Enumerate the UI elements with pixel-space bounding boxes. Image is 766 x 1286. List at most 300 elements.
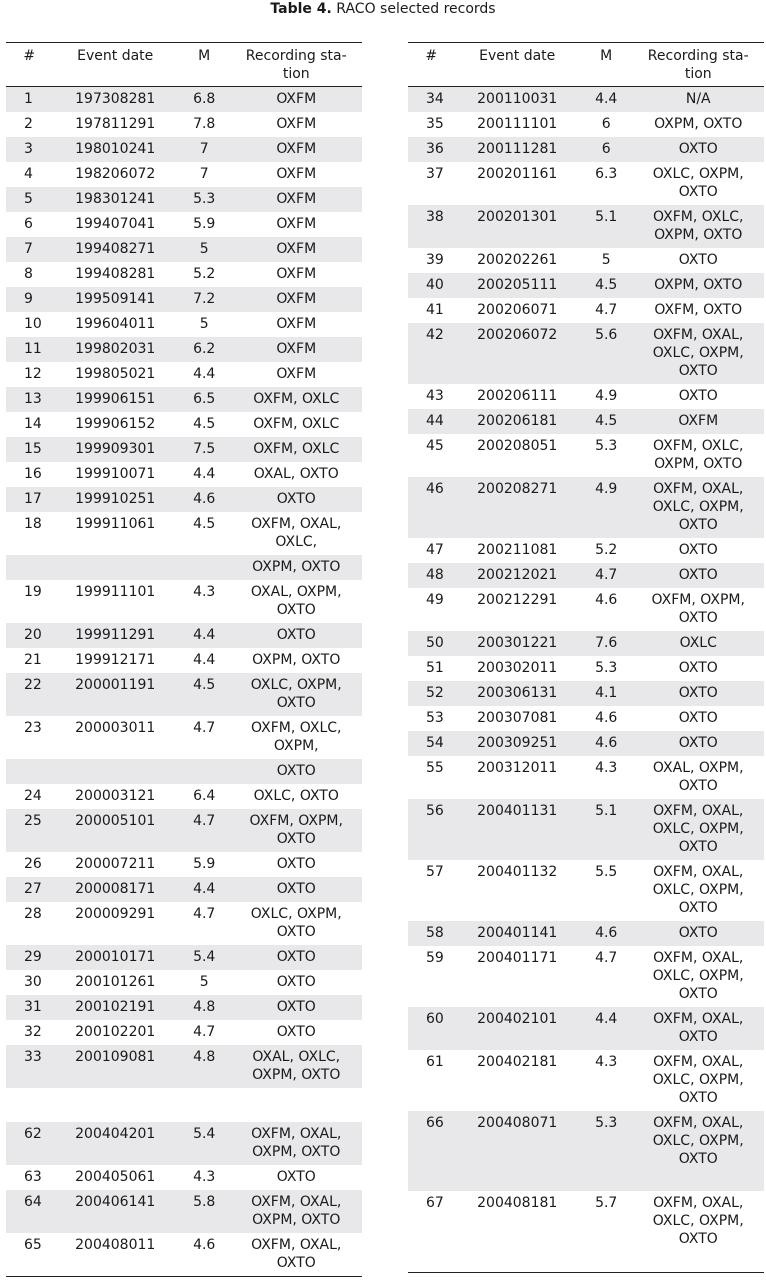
- cell-event-date: 198010241: [53, 137, 178, 162]
- header-magnitude: M: [580, 43, 633, 87]
- cell-recording-station: OXFM, OXAL, OXTO: [251, 1237, 342, 1271]
- cell-event-date: [53, 759, 178, 784]
- cell-magnitude: 4.7: [595, 302, 618, 318]
- cell-recording-station: OXFM, OXLC, OXPM,: [251, 720, 342, 754]
- cell-num: 24: [24, 788, 42, 804]
- table-row: [408, 162, 764, 205]
- cell-event-date: 199906151: [53, 387, 178, 412]
- cell-magnitude: 7.8: [193, 116, 216, 132]
- cell-magnitude: 4.3: [595, 760, 618, 776]
- cell-event-date: 200007211: [75, 856, 156, 872]
- cell-recording-station: OXTO: [678, 542, 718, 558]
- cell-magnitude: 4.5: [580, 273, 633, 298]
- table-row: [408, 1191, 764, 1253]
- cell-event-date: 198301241: [53, 187, 178, 212]
- cell-num: 58: [408, 921, 455, 946]
- table-row: [6, 1045, 362, 1088]
- cell-magnitude: 4.8: [178, 1045, 231, 1088]
- table-row: [6, 555, 362, 580]
- cell-num: [6, 555, 53, 580]
- cell-num: 45: [426, 438, 444, 454]
- header-row: [6, 43, 362, 87]
- cell-event-date: 199802031: [53, 337, 178, 362]
- cell-event-date: 200408011: [75, 1237, 156, 1253]
- cell-magnitude: 4.4: [178, 877, 231, 902]
- cell-num: 54: [408, 731, 455, 756]
- cell-num: 10: [24, 316, 42, 332]
- cell-recording-station: OXFM, OXLC: [231, 387, 363, 412]
- cell-num: 51: [426, 660, 444, 676]
- cell-num: 16: [24, 466, 42, 482]
- cell-recording-station: OXFM: [276, 116, 317, 132]
- cell-event-date: 200405061: [75, 1169, 156, 1185]
- cell-magnitude: 4.4: [580, 1007, 633, 1050]
- cell-num: 21: [24, 652, 42, 668]
- cell-recording-station: OXTO: [231, 995, 363, 1020]
- cell-num: 18: [24, 516, 42, 532]
- cell-event-date: [53, 1088, 178, 1122]
- table-row: [408, 323, 764, 384]
- cell-recording-station: OXFM: [231, 137, 363, 162]
- cell-event-date: 200005101: [53, 809, 178, 852]
- table-row: [6, 287, 362, 312]
- cell-event-date: 200408071: [455, 1111, 580, 1191]
- cell-recording-station: OXPM, OXTO: [654, 116, 743, 132]
- cell-recording-station: OXFM, OXAL, OXPM, OXTO: [231, 1122, 363, 1165]
- cell-magnitude: 5.1: [580, 799, 633, 860]
- cell-magnitude: 4.4: [580, 87, 633, 113]
- cell-num: 52: [408, 681, 455, 706]
- table-row: [6, 187, 362, 212]
- table-row: [6, 512, 362, 555]
- header-num: #: [408, 43, 455, 87]
- table-row: [6, 877, 362, 902]
- cell-recording-station: OXFM, OXAL, OXLC,: [251, 516, 342, 550]
- cell-magnitude: 4.6: [595, 592, 618, 608]
- cell-event-date: 200301221: [455, 631, 580, 656]
- cell-event-date: 200003011: [75, 720, 156, 736]
- cell-num: 59: [426, 950, 444, 966]
- cell-num: 29: [6, 945, 53, 970]
- cell-event-date: 200401132: [477, 864, 558, 880]
- cell-recording-station: OXTO: [678, 388, 718, 404]
- cell-num: 43: [426, 388, 444, 404]
- cell-event-date: 199906152: [75, 416, 156, 432]
- cell-event-date: 200201161: [477, 166, 558, 182]
- cell-num: 55: [426, 760, 444, 776]
- cell-num: 8: [24, 266, 33, 282]
- table-row: [408, 205, 764, 248]
- cell-event-date: 200102191: [53, 995, 178, 1020]
- table-row: [6, 1122, 362, 1165]
- cell-event-date: 200401171: [477, 950, 558, 966]
- cell-magnitude: 6.3: [595, 166, 618, 182]
- cell-recording-station: OXLC, OXPM, OXTO: [250, 906, 342, 940]
- cell-magnitude: 4.6: [580, 921, 633, 946]
- cell-recording-station: OXTO: [231, 487, 363, 512]
- cell-recording-station: OXTO: [276, 856, 316, 872]
- table-row: [408, 137, 764, 162]
- cell-recording-station: OXTO: [678, 660, 718, 676]
- cell-recording-station: OXFM, OXAL, OXLC, OXPM, OXTO: [633, 1111, 765, 1191]
- table-row: [6, 212, 362, 237]
- cell-magnitude: 6.2: [178, 337, 231, 362]
- cell-num: 57: [426, 864, 444, 880]
- header-recording-station: Recording sta-tion: [231, 43, 363, 87]
- table-row: [6, 970, 362, 995]
- cell-magnitude: 4.7: [178, 809, 231, 852]
- cell-recording-station: [231, 1088, 363, 1122]
- cell-magnitude: 5.9: [193, 856, 216, 872]
- cell-recording-station: OXPM, OXTO: [633, 273, 765, 298]
- cell-magnitude: 4.4: [193, 366, 216, 382]
- header-num: #: [6, 43, 53, 87]
- cell-event-date: 199909301: [53, 437, 178, 462]
- cell-num: 23: [24, 720, 42, 736]
- cell-magnitude: 7.6: [580, 631, 633, 656]
- cell-magnitude: 4.6: [178, 487, 231, 512]
- table-row: [408, 656, 764, 681]
- cell-magnitude: 5: [199, 316, 209, 332]
- cell-num: 56: [408, 799, 455, 860]
- cell-event-date: 199408271: [53, 237, 178, 262]
- cell-magnitude: 5: [178, 237, 231, 262]
- table-row: [6, 87, 362, 113]
- cell-event-date: 199805021: [75, 366, 156, 382]
- cell-event-date: 200202261: [477, 252, 558, 268]
- cell-recording-station: OXFM: [276, 216, 317, 232]
- cell-magnitude: 5.3: [178, 187, 231, 212]
- cell-num: 64: [6, 1190, 53, 1233]
- table-row: [6, 262, 362, 287]
- cell-magnitude: 4.4: [193, 466, 216, 482]
- cell-magnitude: 4.3: [193, 1169, 216, 1185]
- cell-event-date: 200401131: [455, 799, 580, 860]
- cell-magnitude: 5.3: [580, 1111, 633, 1191]
- cell-magnitude: 4.1: [580, 681, 633, 706]
- cell-magnitude: 5: [601, 252, 611, 268]
- cell-magnitude: 5.4: [178, 945, 231, 970]
- cell-num: 41: [426, 302, 444, 318]
- cell-magnitude: 4.7: [193, 906, 216, 922]
- cell-num: 53: [426, 710, 444, 726]
- cell-event-date: 200302011: [477, 660, 558, 676]
- cell-num: 2: [24, 116, 33, 132]
- cell-recording-station: OXTO: [231, 623, 363, 648]
- cell-recording-station: OXTO: [633, 731, 765, 756]
- caption-text: RACO selected records: [336, 1, 496, 17]
- table-row: [6, 852, 362, 877]
- table-body-left: [6, 87, 362, 1277]
- table-row: [6, 648, 362, 673]
- cell-magnitude: 6.4: [193, 788, 216, 804]
- cell-magnitude: 5.6: [580, 323, 633, 384]
- cell-magnitude: 4.8: [178, 995, 231, 1020]
- cell-event-date: 200402101: [455, 1007, 580, 1050]
- cell-recording-station: OXTO: [276, 1024, 316, 1040]
- cell-magnitude: 5.7: [595, 1195, 618, 1211]
- cell-recording-station: OXLC: [633, 631, 765, 656]
- table-row: [408, 563, 764, 588]
- cell-num: 42: [408, 323, 455, 384]
- cell-magnitude: 6.5: [178, 387, 231, 412]
- cell-recording-station: OXFM, OXAL, OXLC, OXPM, OXTO: [652, 864, 744, 916]
- cell-magnitude: 6: [601, 116, 611, 132]
- table-row: [6, 673, 362, 716]
- table-caption: [0, 0, 766, 18]
- cell-recording-station: OXTO: [276, 1169, 316, 1185]
- table-row: [408, 409, 764, 434]
- table-row: [6, 784, 362, 809]
- table-row: [408, 477, 764, 538]
- table-row: [408, 860, 764, 921]
- cell-recording-station: OXFM, OXLC, OXPM, OXTO: [633, 205, 765, 248]
- cell-recording-station: OXTO: [276, 974, 316, 990]
- table-row: [408, 112, 764, 137]
- header-event-date: Event date: [455, 43, 580, 87]
- header-recording-station: Recording sta-tion: [633, 43, 765, 87]
- cell-num: 15: [6, 437, 53, 462]
- cell-magnitude: 4.7: [580, 563, 633, 588]
- cell-event-date: 200208271: [455, 477, 580, 538]
- cell-event-date: 200312011: [477, 760, 558, 776]
- header-row: [408, 43, 764, 87]
- cell-event-date: 200010171: [53, 945, 178, 970]
- cell-num: 12: [24, 366, 42, 382]
- cell-event-date: 200309251: [455, 731, 580, 756]
- table-row: [408, 1111, 764, 1191]
- table-row: [6, 1190, 362, 1233]
- cell-num: 1: [6, 87, 53, 113]
- table-row: [6, 623, 362, 648]
- cell-num: 14: [24, 416, 42, 432]
- cell-event-date: 199912171: [75, 652, 156, 668]
- table-row: [408, 87, 764, 113]
- cell-recording-station: OXFM: [231, 87, 363, 113]
- records-table-right: [408, 42, 764, 1253]
- cell-event-date: 200401141: [455, 921, 580, 946]
- cell-magnitude: [178, 759, 231, 784]
- cell-magnitude: 6: [580, 137, 633, 162]
- table-row: [408, 799, 764, 860]
- cell-recording-station: OXFM, OXAL, OXPM, OXTO: [231, 1190, 363, 1233]
- cell-recording-station: OXFM, OXPM, OXTO: [231, 809, 363, 852]
- cell-event-date: 200111101: [477, 116, 558, 132]
- table-row: [408, 588, 764, 631]
- table-row: [6, 362, 362, 387]
- cell-event-date: 199910071: [75, 466, 156, 482]
- cell-num: 11: [6, 337, 53, 362]
- cell-num: 32: [24, 1024, 42, 1040]
- cell-recording-station: OXFM: [633, 409, 765, 434]
- cell-event-date: 200306131: [455, 681, 580, 706]
- caption-label: Table 4.: [270, 1, 332, 17]
- cell-magnitude: 4.9: [595, 388, 618, 404]
- cell-recording-station: OXFM, OXAL, OXLC, OXPM, OXTO: [652, 1054, 744, 1106]
- cell-recording-station: OXTO: [633, 563, 765, 588]
- table-row: [6, 1233, 362, 1276]
- cell-magnitude: 4.5: [178, 673, 231, 716]
- table-row: [408, 298, 764, 323]
- cell-magnitude: 4.5: [193, 416, 216, 432]
- cell-num: 17: [6, 487, 53, 512]
- cell-event-date: 199911101: [75, 584, 156, 600]
- cell-recording-station: OXPM, OXTO: [231, 555, 363, 580]
- cell-num: 34: [408, 87, 455, 113]
- cell-num: 33: [6, 1045, 53, 1088]
- cell-num: 26: [24, 856, 42, 872]
- table-row: [6, 462, 362, 487]
- cell-num: 35: [426, 116, 444, 132]
- table-row: [408, 631, 764, 656]
- records-table-left: [6, 42, 362, 1276]
- cell-num: 61: [426, 1054, 444, 1070]
- cell-event-date: 200208051: [477, 438, 558, 454]
- cell-recording-station: OXTO: [231, 945, 363, 970]
- cell-event-date: 199604011: [75, 316, 156, 332]
- cell-magnitude: 4.9: [580, 477, 633, 538]
- header-magnitude: M: [178, 43, 231, 87]
- cell-recording-station: OXFM, OXLC, OXPM, OXTO: [653, 438, 744, 472]
- table-row: [408, 273, 764, 298]
- table-row: [408, 434, 764, 477]
- cell-recording-station: OXPM, OXTO: [252, 652, 341, 668]
- cell-event-date: 200111281: [455, 137, 580, 162]
- cell-magnitude: 7: [178, 137, 231, 162]
- cell-magnitude: 5.5: [595, 864, 618, 880]
- cell-num: 5: [6, 187, 53, 212]
- cell-recording-station: OXFM, OXTO: [654, 302, 743, 318]
- table-row: [6, 387, 362, 412]
- cell-recording-station: OXFM: [231, 237, 363, 262]
- cell-recording-station: OXFM, OXAL, OXLC, OXPM, OXTO: [633, 477, 765, 538]
- cell-magnitude: 5.2: [595, 542, 618, 558]
- table-row: [408, 681, 764, 706]
- cell-num: 48: [408, 563, 455, 588]
- table-row: [6, 1020, 362, 1045]
- cell-event-date: 200206071: [477, 302, 558, 318]
- cell-magnitude: 4.7: [193, 1024, 216, 1040]
- table-row: [6, 580, 362, 623]
- table-row: [6, 945, 362, 970]
- cell-num: 37: [426, 166, 444, 182]
- cell-num: 44: [408, 409, 455, 434]
- cell-event-date: 199407041: [75, 216, 156, 232]
- cell-event-date: 200205111: [455, 273, 580, 298]
- table-row: [408, 1050, 764, 1111]
- cell-event-date: 199408281: [75, 266, 156, 282]
- cell-num: 47: [426, 542, 444, 558]
- cell-recording-station: OXFM: [276, 166, 317, 182]
- table-row: [6, 487, 362, 512]
- cell-num: 39: [426, 252, 444, 268]
- cell-event-date: 199910251: [53, 487, 178, 512]
- table-row: [6, 1165, 362, 1190]
- table-row: [6, 137, 362, 162]
- cell-event-date: 200408181: [477, 1195, 558, 1211]
- cell-event-date: 200406141: [53, 1190, 178, 1233]
- cell-recording-station: OXLC, OXPM, OXTO: [652, 166, 744, 200]
- cell-num: 9: [6, 287, 53, 312]
- table-row: [6, 337, 362, 362]
- cell-magnitude: 7.5: [178, 437, 231, 462]
- cell-magnitude: 4.3: [595, 1054, 618, 1070]
- cell-magnitude: 5.2: [193, 266, 216, 282]
- cell-num: 19: [24, 584, 42, 600]
- cell-recording-station: OXTO: [231, 759, 363, 784]
- cell-recording-station: OXFM: [276, 266, 317, 282]
- cell-event-date: 200110031: [455, 87, 580, 113]
- cell-magnitude: 4.7: [595, 950, 618, 966]
- cell-magnitude: 5.9: [193, 216, 216, 232]
- cell-recording-station: OXAL, OXTO: [253, 466, 339, 482]
- table-row: [408, 946, 764, 1007]
- cell-num: 66: [408, 1111, 455, 1191]
- cell-recording-station: OXLC, OXPM, OXTO: [231, 673, 363, 716]
- cell-event-date: 200212021: [455, 563, 580, 588]
- table-row: [408, 921, 764, 946]
- cell-num: 6: [24, 216, 33, 232]
- cell-recording-station: OXTO: [633, 921, 765, 946]
- cell-event-date: 199911061: [75, 516, 156, 532]
- table-row: [6, 759, 362, 784]
- cell-recording-station: OXFM, OXLC: [231, 437, 363, 462]
- cell-recording-station: OXFM: [276, 366, 317, 382]
- cell-magnitude: 4.6: [595, 710, 618, 726]
- table-row: [6, 162, 362, 187]
- cell-event-date: 200404201: [53, 1122, 178, 1165]
- table-row: [6, 312, 362, 337]
- cell-magnitude: 4.7: [193, 720, 216, 736]
- cell-event-date: 200003121: [75, 788, 156, 804]
- cell-num: 30: [24, 974, 42, 990]
- table-row: [6, 412, 362, 437]
- cell-recording-station: OXAL, OXPM, OXTO: [652, 760, 744, 794]
- cell-event-date: 200206111: [477, 388, 558, 404]
- cell-recording-station: OXFM: [231, 287, 363, 312]
- cell-event-date: 200206072: [455, 323, 580, 384]
- cell-magnitude: 4.5: [193, 516, 216, 532]
- cell-recording-station: OXFM, OXAL, OXLC, OXPM, OXTO: [633, 323, 765, 384]
- cell-event-date: 200201301: [455, 205, 580, 248]
- cell-magnitude: 5.4: [178, 1122, 231, 1165]
- cell-event-date: 200001191: [53, 673, 178, 716]
- cell-magnitude: 4.3: [193, 584, 216, 600]
- cell-recording-station: OXAL, OXLC, OXPM, OXTO: [231, 1045, 363, 1088]
- cell-magnitude: [178, 555, 231, 580]
- cell-event-date: 200307081: [477, 710, 558, 726]
- cell-num: 31: [6, 995, 53, 1020]
- cell-num: 25: [6, 809, 53, 852]
- cell-event-date: 200008171: [53, 877, 178, 902]
- cell-recording-station: OXFM, OXAL, OXLC, OXPM, OXTO: [652, 950, 744, 1002]
- cell-event-date: 200102201: [75, 1024, 156, 1040]
- cell-recording-station: OXFM: [276, 316, 317, 332]
- table-row: [6, 437, 362, 462]
- cell-event-date: 200101261: [75, 974, 156, 990]
- cell-event-date: 199509141: [53, 287, 178, 312]
- cell-magnitude: 4.6: [193, 1237, 216, 1253]
- cell-magnitude: 4.5: [580, 409, 633, 434]
- cell-num: [6, 759, 53, 784]
- cell-event-date: 197811291: [75, 116, 156, 132]
- cell-magnitude: 5.3: [595, 660, 618, 676]
- cell-num: 60: [408, 1007, 455, 1050]
- cell-event-date: 200211081: [477, 542, 558, 558]
- cell-recording-station: OXTO: [678, 252, 718, 268]
- cell-recording-station: OXTO: [678, 710, 718, 726]
- cell-num: 36: [408, 137, 455, 162]
